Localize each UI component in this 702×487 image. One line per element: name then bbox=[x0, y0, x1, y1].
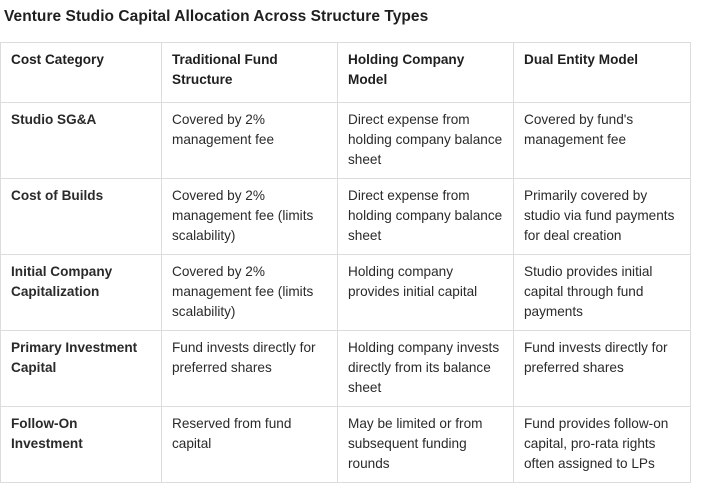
table-cell: Covered by 2% management fee (limits scalability) bbox=[162, 179, 338, 255]
allocation-table bbox=[0, 42, 691, 483]
column-header-traditional-fund: Traditional Fund Structure bbox=[162, 43, 338, 103]
column-header-holding-company: Holding Company Model bbox=[338, 43, 514, 103]
table-cell: Direct expense from holding company balance sheet bbox=[338, 103, 514, 179]
row-category: Initial Company Capitalization bbox=[1, 255, 162, 331]
page-title: Venture Studio Capital Allocation Across Structure Types bbox=[4, 8, 429, 25]
table-cell: Reserved from fund capital bbox=[162, 407, 338, 483]
table-cell: Fund provides follow-on capital, pro-rata rights often assigned to LPs bbox=[514, 407, 691, 483]
row-category: Cost of Builds bbox=[1, 179, 162, 255]
table-cell: Holding company provides initial capital bbox=[338, 255, 514, 331]
table-row bbox=[1, 255, 691, 331]
table-cell: Holding company invests directly from its balance sheet bbox=[338, 331, 514, 407]
table-header-row bbox=[1, 43, 691, 103]
table-cell: Fund invests directly for preferred shares bbox=[514, 331, 691, 407]
table-cell: Covered by 2% management fee (limits scalability) bbox=[162, 255, 338, 331]
table-cell: May be limited or from subsequent funding rounds bbox=[338, 407, 514, 483]
column-header-cost-category: Cost Category bbox=[1, 43, 162, 103]
column-header-dual-entity: Dual Entity Model bbox=[514, 43, 691, 103]
table-cell: Studio provides initial capital through fund payments bbox=[514, 255, 691, 331]
table-row bbox=[1, 103, 691, 179]
table-cell: Fund invests directly for preferred shares bbox=[162, 331, 338, 407]
table-cell: Covered by fund's management fee bbox=[514, 103, 691, 179]
row-category: Primary Investment Capital bbox=[1, 331, 162, 407]
table-row bbox=[1, 331, 691, 407]
table-row bbox=[1, 179, 691, 255]
row-category: Follow-On Investment bbox=[1, 407, 162, 483]
table-cell: Covered by 2% management fee bbox=[162, 103, 338, 179]
table-cell: Primarily covered by studio via fund payments for deal creation bbox=[514, 179, 691, 255]
table-cell: Direct expense from holding company balance sheet bbox=[338, 179, 514, 255]
row-category: Studio SG&A bbox=[1, 103, 162, 179]
table-row bbox=[1, 407, 691, 483]
